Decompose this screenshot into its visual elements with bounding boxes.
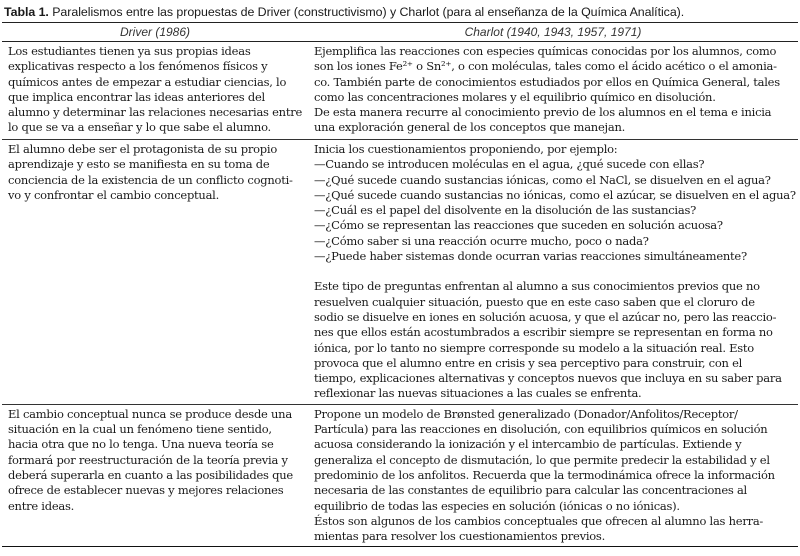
text-line: deberá superarla en cuanto a las posibilidades que — [8, 467, 293, 482]
text-line: equilibrio de todas las especies en solución (iónicas o no iónicas). — [314, 498, 680, 513]
table-row — [2, 42, 798, 140]
text-line: El alumno debe ser el protagonista de su propio — [8, 142, 277, 156]
question-item: —¿Qué sucede cuando sustancias iónicas, como el NaCl, se disuelven en el agua? — [314, 172, 771, 187]
text-line: acuosa considerando la ionización y el intercambio de partículas. Extiende y — [314, 437, 742, 452]
text-line: generaliza el concepto de dismutación, lo que permite predecir la estabilidad y el — [314, 452, 770, 467]
charlot-cell-3 — [308, 404, 798, 547]
text-line: lo que se va a enseñar y lo que sabe el alumno. — [8, 120, 271, 135]
text-line: conciencia de la existencia de un conflicto cognoti- — [8, 172, 293, 187]
text-line: una exploración general de los conceptos que manejan. — [314, 120, 626, 135]
text-line: situación en la cual un fenómeno tiene sentido, — [8, 422, 272, 437]
question-item: —¿Cuál es el papel del disolvente en la disolución de las sustancias? — [314, 203, 697, 218]
text-line: Partícula) para las reacciones en disolución, con equilibrios químicos en solución — [314, 422, 768, 437]
text-line: Éstos son algunos de los cambios conceptuales que ofrecen al alumno las herra- — [314, 513, 764, 528]
text-line: formará por reestructuración de la teoría previa y — [8, 452, 288, 467]
comparison-table — [2, 22, 798, 547]
text-line: co. También parte de conocimientos estudiados por ellos en Química General, tales — [314, 74, 780, 89]
text-line: mientas para resolver los cuestionamientos previos. — [314, 529, 605, 544]
charlot-cell-2 — [308, 140, 798, 405]
text-line: alumno y determinar las relaciones necesarias entre — [8, 105, 303, 120]
text-line: aprendizaje y esto se manifiesta en su toma de — [8, 157, 270, 172]
header-driver: Driver (1986) — [2, 23, 308, 42]
text-line: explicativas respecto a los fenómenos físicos y — [8, 59, 268, 74]
text-line: Propone un modelo de Brønsted generalizado (Donador/Anfolitos/Receptor/ — [314, 406, 738, 421]
table-header-row — [2, 23, 798, 42]
text-line: entre ideas. — [8, 498, 75, 513]
question-item: —¿Puede haber sistemas donde ocurran varias reacciones simultáneamente? — [314, 249, 747, 264]
text-line: El cambio conceptual nunca se produce desde una — [8, 406, 292, 421]
question-item: —¿Cómo se representan las reacciones que suceden en solución acuosa? — [314, 218, 723, 233]
text-line: como las concentraciones molares y el equilibrio químico en disolución. — [314, 89, 716, 104]
table-row — [2, 140, 798, 405]
text-line: De esta manera recurre al conocimiento previo de los alumnos en el tema e inicia — [314, 105, 772, 120]
driver-cell-2 — [2, 140, 308, 405]
text-line: Los estudiantes tienen ya sus propias ideas — [8, 44, 251, 58]
text-line: Ejemplifica las reacciones con especies químicas conocidas por los alumnos, como — [314, 44, 777, 58]
header-charlot: Charlot (1940, 1943, 1957, 1971) — [308, 23, 798, 42]
text-line: iónica, por lo tanto no siempre corresponde su modelo a la situación real. Esto — [314, 340, 754, 355]
paragraph-gap — [314, 264, 794, 279]
text-line: que implica encontrar las ideas anteriores del — [8, 89, 265, 104]
text-line: sodio se disuelve en iones en solución acuosa, y que el azúcar no, pero las reaccio- — [314, 309, 777, 324]
table-row — [2, 404, 798, 547]
question-item: —¿Qué sucede cuando sustancias no iónicas, como el azúcar, se disuelven en el agua? — [314, 187, 796, 202]
text-line: químicos antes de empezar a estudiar ciencias, lo — [8, 74, 287, 89]
charlot-cell-1 — [308, 42, 798, 140]
driver-cell-3 — [2, 404, 308, 547]
text-line: predominio de los anfolitos. Recuerda que la termodinámica ofrece la información — [314, 467, 775, 482]
text-line: provoca que el alumno entre en crisis y sea perceptivo para construir, con el — [314, 355, 743, 370]
table-caption — [4, 2, 796, 22]
caption-text: Paralelismos entre las propuestas de Driver (constructivismo) y Charlot (para al enseñanza de la Química Analítica). — [48, 5, 685, 19]
text-line: resuelven cualquier situación, puesto que en este caso saben que el cloruro de — [314, 294, 755, 309]
text-line: reflexionar las nuevas situaciones a las cuales se enfrenta. — [314, 386, 642, 401]
text-line: Este tipo de preguntas enfrentan al alumno a sus conocimientos previos que no — [314, 279, 760, 294]
text-line: hacia otra que no lo tenga. Una nueva teoría se — [8, 437, 274, 452]
text-line: tiempo, explicaciones alternativas y conceptos nuevos que incluya en su saber para — [314, 371, 782, 386]
questions-intro: Inicia los cuestionamientos proponiendo, por ejemplo: — [314, 142, 618, 156]
text-line: vo y confrontar el cambio conceptual. — [8, 187, 220, 202]
caption-label: Tabla 1. — [4, 5, 49, 19]
text-line: necesaria de las constantes de equilibrio para calcular las concentraciones al — [314, 483, 747, 498]
question-item: —¿Cómo saber si una reacción ocurre mucho, poco o nada? — [314, 233, 649, 248]
text-line: ofrece de establecer nuevas y mejores relaciones — [8, 483, 284, 498]
text-line: nes que ellos están acostumbrados a escribir siempre se representan en forma no — [314, 325, 773, 340]
driver-cell-1 — [2, 42, 308, 140]
text-line: son los iones Fe²⁺ o Sn²⁺, o con moléculas, tales como el ácido acético o el amonia- — [314, 59, 777, 74]
question-item: —Cuando se introducen moléculas en el agua, ¿qué sucede con ellas? — [314, 157, 705, 172]
